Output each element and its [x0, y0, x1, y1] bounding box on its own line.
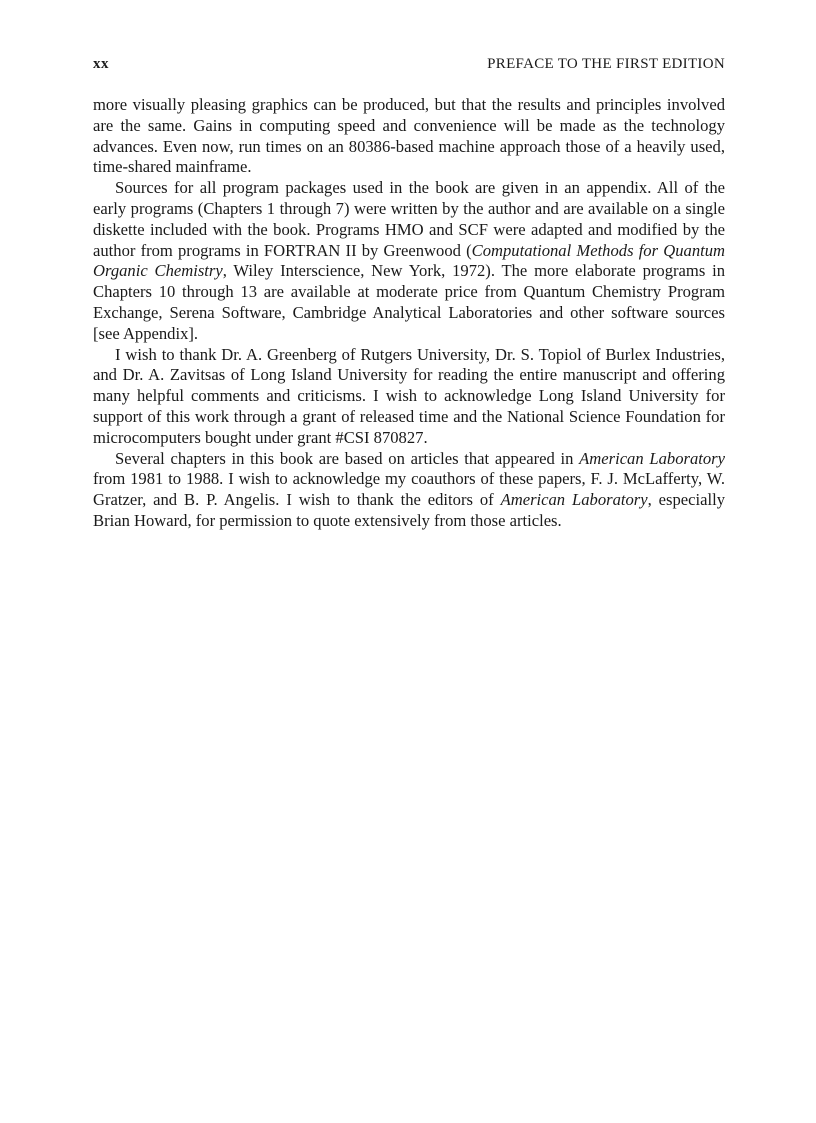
page-number: xx	[93, 56, 109, 72]
paragraph-thanks	[93, 345, 725, 449]
paragraph-sources	[93, 178, 725, 344]
journal-title: American Laboratory	[500, 490, 648, 510]
paragraph-text: I wish to thank Dr. A. Greenberg of Rutgers University, Dr. S. Topiol of Burlex Industries, and Dr. A. Zavitsas of Long Island University for reading the entire manuscript and offering many helpful comments and criticisms. I wish to acknowledge Long Island University for support of this work through a grant of released time and the National Science Foundation for microcomputers bought under grant #CSI 870827.	[93, 344, 725, 447]
paragraph-text: Sources for all program packages used in the book are given in an appendix. All of the early programs (Chapters 1 through 7) were written by the author and are available on a single diskette included with the book. Programs HMO and SCF were adapted and modified by the author from programs in FORTRAN II by Greenwood (	[93, 178, 725, 260]
journal-title: American Laboratory	[579, 448, 725, 468]
paragraph-text: , especially Brian Howard, for permission to quote extensively from those articles.	[93, 490, 726, 530]
paragraph-articles	[93, 449, 725, 532]
page-header	[93, 56, 725, 78]
body-text	[93, 95, 725, 532]
book-title: Computational Methods for Quantum Organic Chemistry	[93, 240, 726, 281]
paragraph-text: from 1981 to 1988. I wish to acknowledge my coauthors of these papers, F. J. McLafferty, W. Gratzer, and B. P. Angelis. I wish to thank the editors of	[93, 469, 725, 510]
paragraph-continuation	[93, 95, 725, 178]
running-head: PREFACE TO THE FIRST EDITION	[487, 56, 725, 72]
paragraph-text: , Wiley Interscience, New York, 1972). The more elaborate programs in Chapters 10 through 13 are available at moderate price from Quantum Chemistry Program Exchange, Serena Software, Cambridge Analytical Laboratories and other software sources [see Appendix].	[93, 261, 725, 343]
paragraph-text: more visually pleasing graphics can be produced, but that the results and principles involved are the same. Gains in computing speed and convenience will be made as the technology advances. Even now, run times on an 80386-based machine approach those of a heavily used, time-shared mainframe.	[93, 95, 725, 177]
paragraph-text: Several chapters in this book are based on articles that appeared in	[115, 448, 580, 468]
